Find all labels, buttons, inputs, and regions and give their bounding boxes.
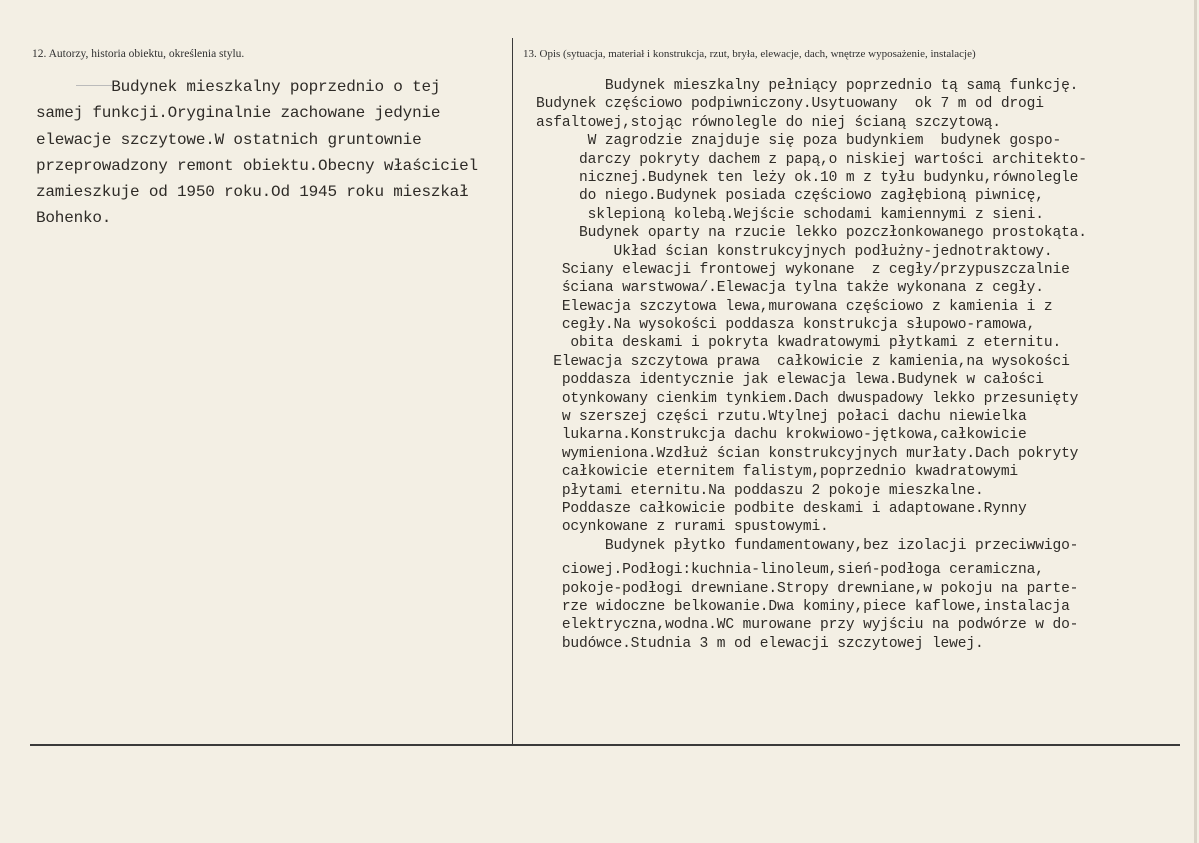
text-line: Elewacja szczytowa prawa całkowicie z kamienia,na wysokości: [536, 353, 1070, 370]
text-line: rze widoczne belkowanie.Dwa kominy,piece kaflowe,instalacja: [536, 598, 1070, 615]
text-line: Sciany elewacji frontowej wykonane z cegły/przypuszczalnie: [536, 261, 1070, 278]
text-line: sklepioną kolebą.Wejście schodami kamiennymi z sieni.: [536, 206, 1044, 223]
text-line: ciowej.Podłogi:kuchnia-linoleum,sień-podłoga ceramiczna,: [536, 562, 1044, 579]
text-line: Budynek częściowo podpiwniczony.Usytuowany ok 7 m od drogi: [536, 96, 1044, 113]
text-line: poddasza identycznie jak elewacja lewa.Budynek w całości: [536, 372, 1044, 389]
section-12-text: [36, 74, 506, 232]
text-line: darczy pokryty dachem z papą,o niskiej wartości architekto-: [536, 151, 1087, 168]
text-line: Budynek mieszkalny pełniący poprzednio tą samą funkcję.: [536, 78, 1079, 94]
text-line: elektryczna,wodna.WC murowane przy wyjściu na podwórze w do-: [536, 617, 1079, 634]
text-line: lukarna.Konstrukcja dachu krokwiowo-jętkowa,całkowicie: [536, 427, 1027, 444]
text-line: wymieniona.Wzdłuż ścian konstrukcyjnych murłaty.Dach pokryty: [536, 445, 1079, 462]
section-12-header: 12. Autorzy, historia obiektu, określenia stylu.: [32, 48, 245, 60]
bottom-rule: [30, 744, 1180, 746]
page-edge: [1194, 0, 1197, 843]
text-line: Układ ścian konstrukcyjnych podłużny-jednotraktowy.: [536, 243, 1053, 260]
text-line: Elewacja szczytowa lewa,murowana częściowo z kamienia i z: [536, 298, 1053, 315]
text-line: zamieszkuje od 1950 roku.Od 1945 roku mieszkał: [36, 183, 469, 202]
text-line: przeprowadzony remont obiektu.Obecny właściciel: [36, 156, 478, 175]
text-line: Bohenko.: [36, 209, 112, 228]
text-line: pokoje-podłogi drewniane.Stropy drewniane,w pokoju na parte-: [536, 580, 1079, 597]
text-line: całkowicie eternitem falistym,poprzednio kwadratowymi: [536, 464, 1019, 481]
text-line: obita deskami i pokryta kwadratowymi płytkami z eternitu.: [536, 335, 1062, 352]
text-line: samej funkcji.Oryginalnie zachowane jedynie: [36, 104, 441, 123]
text-line: płytami eternitu.Na poddaszu 2 pokoje mieszkalne.: [536, 482, 984, 499]
text-line: budówce.Studnia 3 m od elewacji szczytowej lewej.: [536, 635, 984, 652]
text-line: ściana warstwowa/.Elewacja tylna także wykonana z cegły.: [536, 280, 1044, 297]
text-line: Budynek płytko fundamentowany,bez izolacji przeciwwigo-: [536, 537, 1079, 554]
text-line: w szerszej części rzutu.Wtylnej połaci dachu niewielka: [536, 409, 1027, 426]
text-line: otynkowany cienkim tynkiem.Dach dwuspadowy lekko przesunięty: [536, 390, 1079, 407]
section-13-text: [536, 77, 1176, 653]
section-13-header: 13. Opis (sytuacja, materiał i konstrukcja, rzut, bryła, elewacje, dach, wnętrze wyposażenie, instalacje): [523, 48, 976, 60]
column-divider: [512, 38, 513, 744]
text-line: ocynkowane z rurami spustowymi.: [536, 519, 829, 536]
text-line: asfaltowej,stojąc równolegle do niej ścianą szczytową.: [536, 114, 1001, 131]
text-line: W zagrodzie znajduje się poza budynkiem budynek gospo-: [536, 133, 1062, 150]
text-line: Poddasze całkowicie podbite deskami i adaptowane.Rynny: [536, 500, 1027, 517]
text-line: Budynek mieszkalny poprzednio o tej: [36, 78, 441, 96]
text-line: nicznej.Budynek ten leży ok.10 m z tyłu budynku,równolegle: [536, 169, 1079, 186]
text-line: cegły.Na wysokości poddasza konstrukcja słupowo-ramowa,: [536, 317, 1036, 334]
text-line: do niego.Budynek posiada częściowo zagłębioną piwnicę,: [536, 188, 1044, 205]
text-line: Budynek oparty na rzucie lekko pozczłonkowanego prostokąta.: [536, 225, 1087, 242]
text-line: elewacje szczytowe.W ostatnich gruntownie: [36, 130, 422, 149]
